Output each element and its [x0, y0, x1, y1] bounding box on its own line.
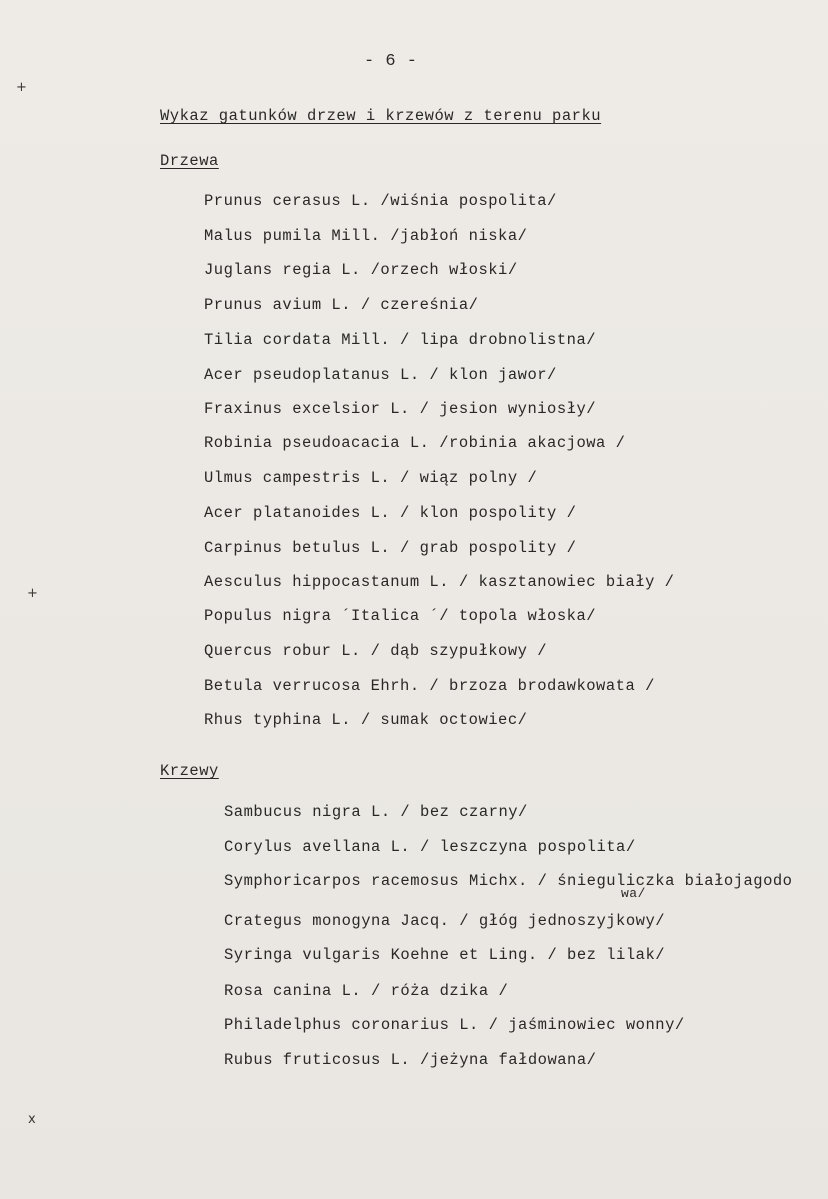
item-text: Carpinus betulus L. / grab pospolity / [204, 539, 577, 557]
item-text: Acer platanoides L. / klon pospolity / [204, 504, 577, 522]
item-text: Symphoricarpos racemosus Michx. / śnieguliczka białojagodo [224, 872, 793, 890]
item-text: Prunus cerasus L. /wiśnia pospolita/ [204, 192, 557, 210]
page-number: - 6 - [364, 52, 418, 71]
overtyped-continuation: wa/ [621, 886, 646, 901]
item-text: Crategus monogyna Jacq. / głóg jednoszyjkowy/ [224, 912, 666, 930]
item-text: Quercus robur L. / dąb szypułkowy / [204, 642, 548, 660]
item-text: Corylus avellana L. / leszczyna pospolita/ [224, 838, 636, 856]
item-text: Malus pumila Mill. /jabłoń niska/ [204, 227, 528, 245]
document-title: Wykaz gatunków drzew i krzewów z terenu parku [160, 107, 602, 125]
item-text: Fraxinus excelsior L. / jesion wyniosły/ [204, 400, 597, 418]
item-text: Acer pseudoplatanus L. / klon jawor/ [204, 366, 557, 384]
item-text: Betula verrucosa Ehrh. / brzoza brodawkowata / [204, 677, 655, 695]
item-text: Tilia cordata Mill. / lipa drobnolistna/ [204, 331, 597, 349]
item-text: Rhus typhina L. / sumak octowiec/ [204, 711, 528, 729]
shrubs-heading: Krzewy [160, 762, 219, 780]
item-text: Philadelphus coronarius L. / jaśminowiec wonny/ [224, 1016, 685, 1034]
margin-mark-middle: + [27, 586, 38, 601]
item-text: Robinia pseudoacacia L. /robinia akacjowa / [204, 434, 626, 452]
item-text: Syringa vulgaris Koehne et Ling. / bez lilak/ [224, 946, 666, 964]
trees-heading: Drzewa [160, 152, 219, 170]
item-text: Rubus fruticosus L. /jeżyna fałdowana/ [224, 1051, 597, 1069]
item-text: Rosa canina L. / róża dzika / [224, 982, 509, 1000]
item-text: Sambucus nigra L. / bez czarny/ [224, 803, 528, 821]
item-text: Ulmus campestris L. / wiąz polny / [204, 469, 538, 487]
item-text: Juglans regia L. /orzech włoski/ [204, 261, 518, 279]
item-text: Populus nigra ´Italica ´/ topola włoska/ [204, 607, 597, 625]
item-text: Aesculus hippocastanum L. / kasztanowiec biały / [204, 573, 675, 591]
margin-mark-top: + [16, 80, 27, 95]
margin-mark-bottom: x [28, 1112, 36, 1127]
item-text: Prunus avium L. / czereśnia/ [204, 296, 479, 314]
